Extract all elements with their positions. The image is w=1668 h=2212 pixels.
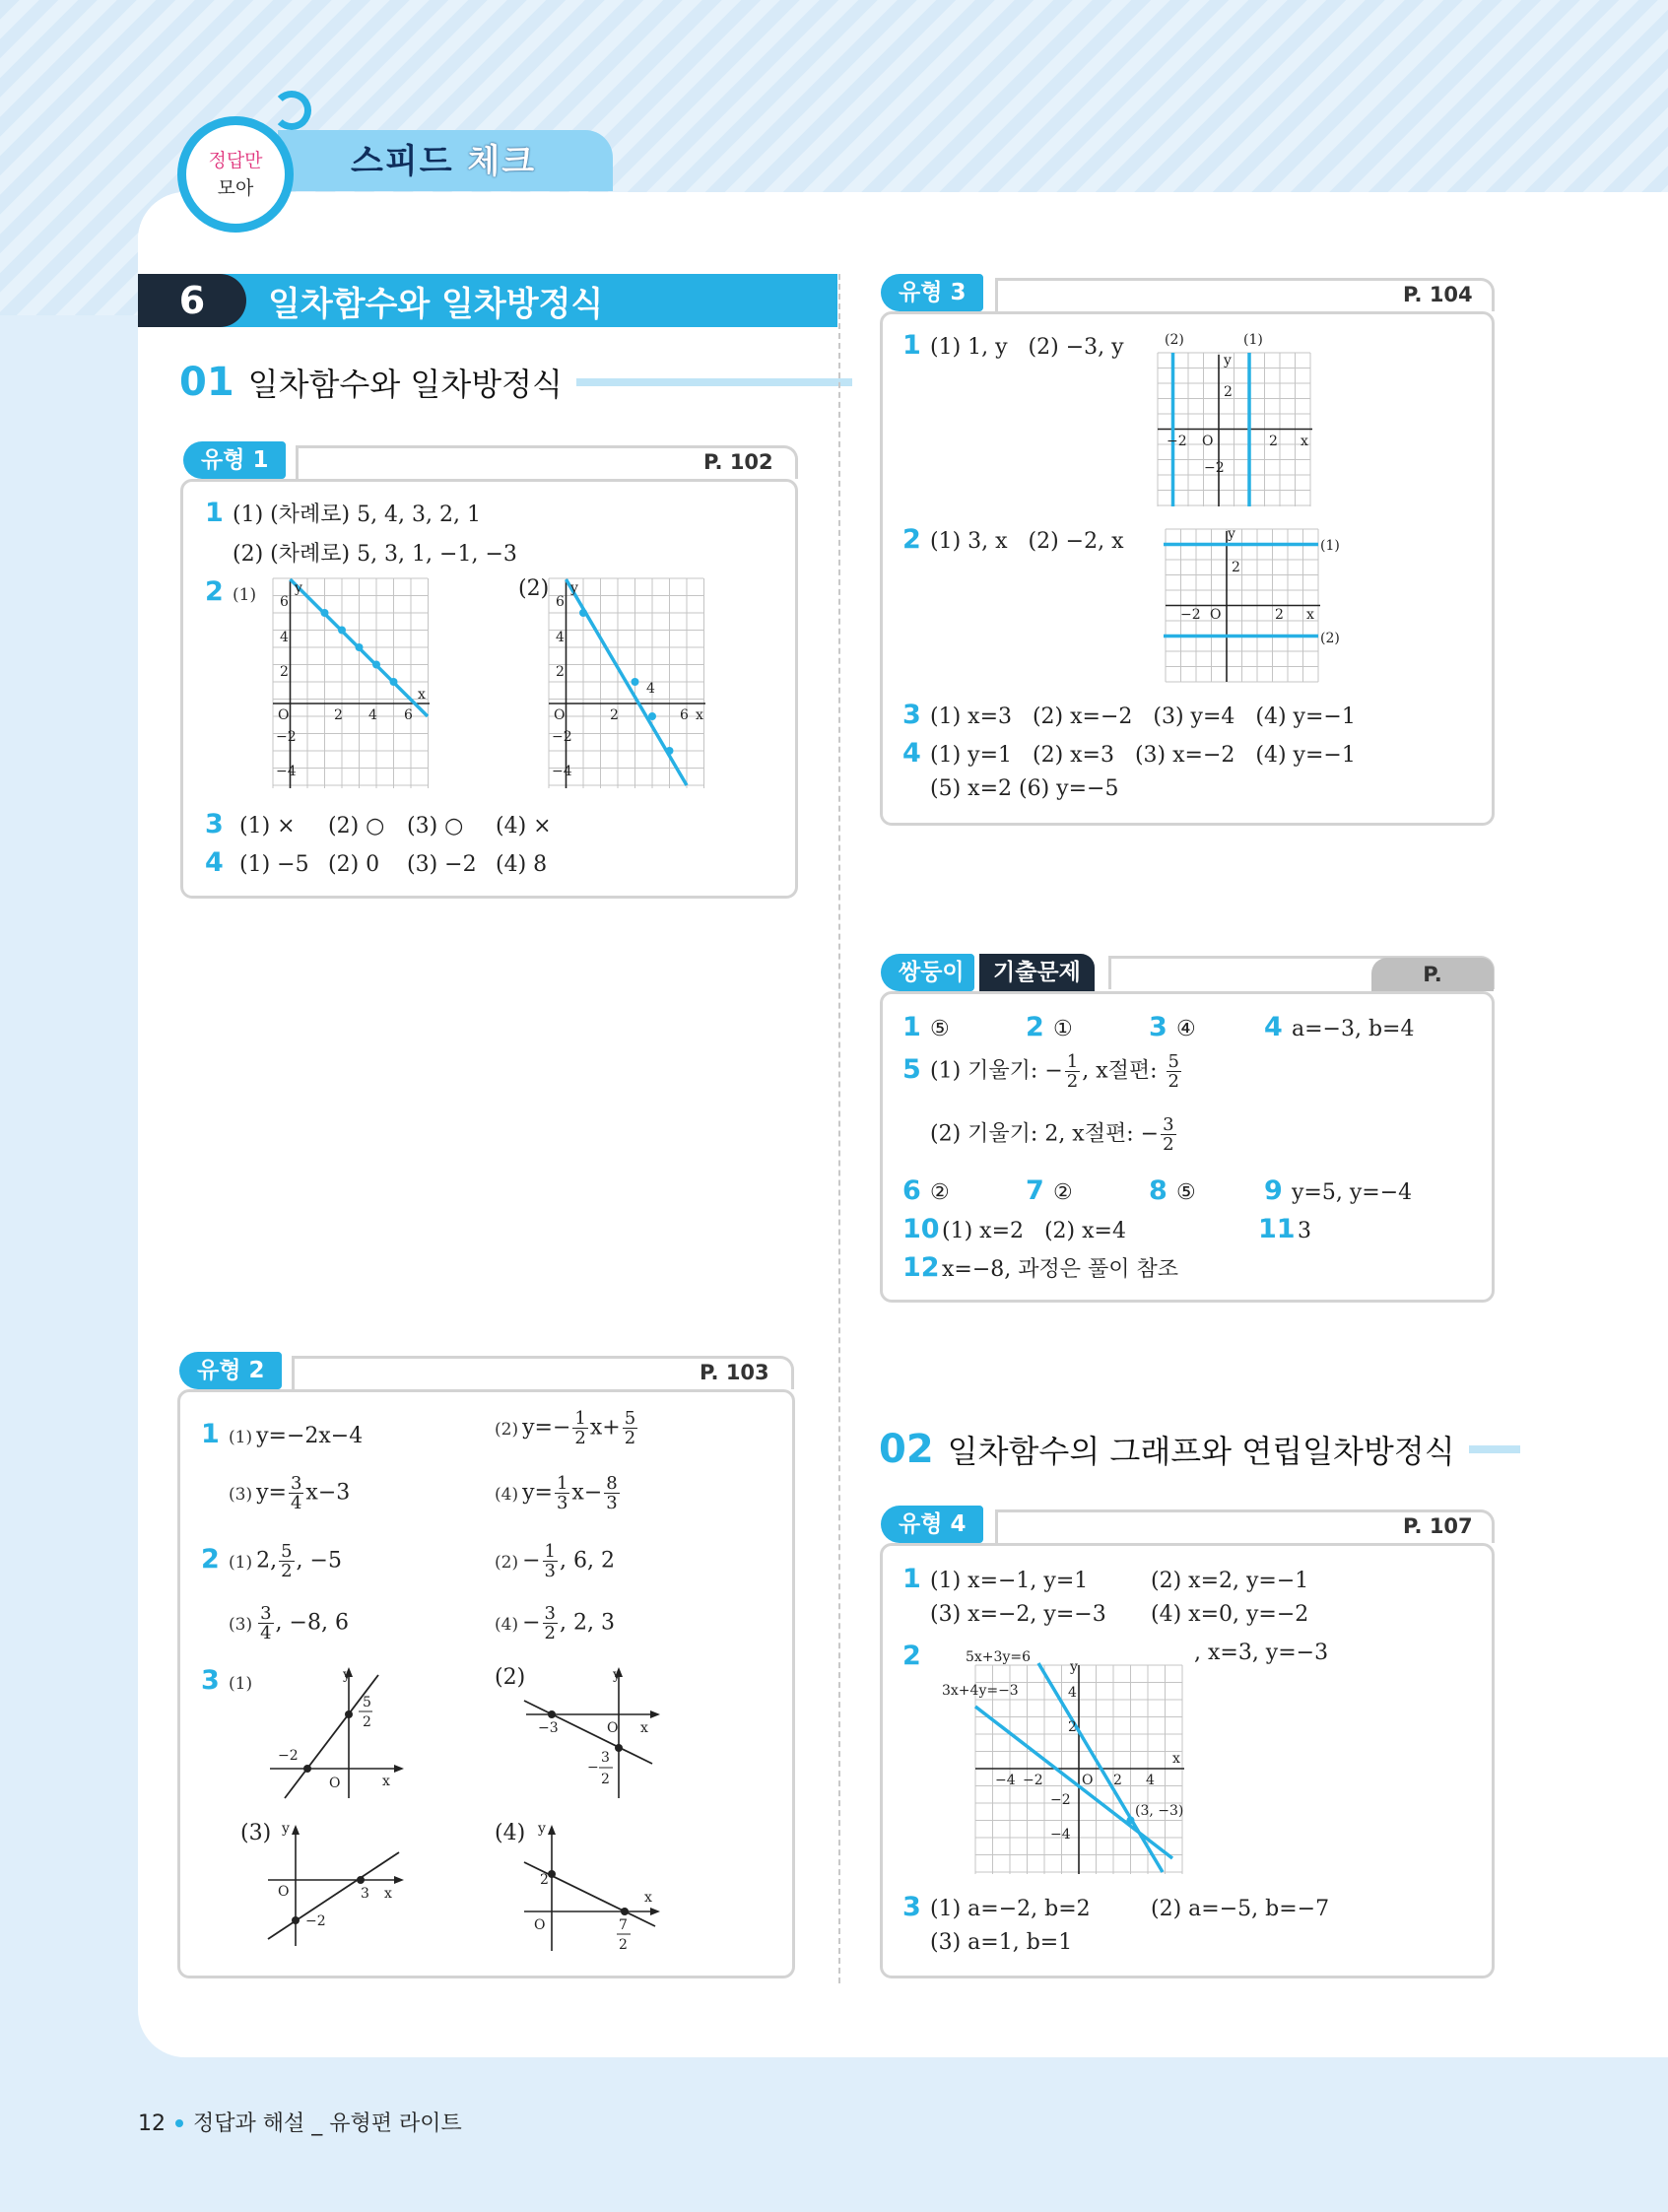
type4-q3-line2: (3) a=1, b=1 bbox=[930, 1930, 1073, 1955]
type4-q2: 2 bbox=[902, 1641, 921, 1671]
type3-page-ref: P. 104 bbox=[1403, 283, 1473, 306]
frac: $\frac{3}{4}$ bbox=[260, 1603, 272, 1643]
page-footer bbox=[138, 2107, 462, 2137]
page-number: 12 bbox=[138, 2111, 166, 2136]
svg-text:2: 2 bbox=[1224, 384, 1233, 400]
type4-q1-line1: 1 (1) x=−1, y=1 (2) x=2, y=−1 bbox=[902, 1564, 1309, 1594]
svg-text:−2: −2 bbox=[278, 1748, 299, 1764]
svg-text:−2: −2 bbox=[276, 729, 297, 745]
svg-text:2: 2 bbox=[1232, 560, 1240, 575]
t2q2-2: − bbox=[522, 1548, 541, 1574]
svg-text:y: y bbox=[343, 1667, 351, 1683]
section-rule bbox=[1469, 1445, 1520, 1453]
svg-text:x: x bbox=[1301, 434, 1308, 449]
svg-text:x: x bbox=[696, 707, 703, 723]
t2q1-4b: x− bbox=[571, 1480, 603, 1506]
svg-text:−2: −2 bbox=[1023, 1773, 1043, 1788]
t4q1b: (2) x=2, y=−1 bbox=[1151, 1569, 1309, 1593]
footer-dot-icon bbox=[175, 2119, 183, 2127]
frac: $\frac{8}{3}$ bbox=[606, 1473, 618, 1513]
t4q1a: (1) x=−1, y=1 bbox=[930, 1569, 1089, 1593]
svg-text:−2: −2 bbox=[1050, 1792, 1071, 1808]
twins-q5-2 bbox=[930, 1115, 1178, 1154]
svg-text:−4: −4 bbox=[276, 764, 297, 779]
svg-text:y: y bbox=[1224, 353, 1232, 369]
svg-text:y: y bbox=[282, 1823, 290, 1837]
twins-row6: 6 ② 7 ② 8 ⑤ 9 y=5, y=−4 bbox=[902, 1175, 1413, 1206]
frac: $\frac{5}{2}$ bbox=[624, 1408, 636, 1448]
answers-logo bbox=[177, 116, 294, 233]
grid bbox=[273, 578, 429, 788]
t3q2: (1) 3, x (2) −2, x bbox=[930, 529, 1124, 554]
svg-text:O: O bbox=[278, 1884, 290, 1900]
type2-q1-4: (4) y= $\frac{1}{3}$ x− $\frac{8}{3}$ bbox=[495, 1473, 618, 1513]
t2q3-label4: (4) bbox=[495, 1821, 526, 1845]
type4-tag: 유형 4 bbox=[881, 1506, 983, 1543]
frac: $\frac{5}{2}$ bbox=[281, 1541, 293, 1581]
twins-row1: 1 ⑤ 2 ① 3 ④ 4 a=−3, b=4 bbox=[902, 1012, 1415, 1042]
type1-q2-label2: (2) bbox=[518, 576, 550, 601]
section-02-heading bbox=[879, 1427, 1520, 1472]
svg-text:y: y bbox=[613, 1667, 621, 1683]
type1-q2: 2 (1) bbox=[205, 576, 257, 607]
chapter-title: 일차함수와 일차방정식 bbox=[268, 285, 604, 324]
tw-q2: ① bbox=[1053, 1017, 1073, 1041]
speed-check-title bbox=[351, 134, 536, 182]
svg-text:O: O bbox=[329, 1776, 341, 1791]
svg-text:−2: −2 bbox=[552, 729, 572, 745]
svg-text:5: 5 bbox=[363, 1695, 371, 1710]
t2q3-label2: (2) bbox=[495, 1665, 526, 1690]
tw-q10: (1) x=2 (2) x=4 bbox=[942, 1219, 1126, 1243]
twins-q5-1: 5 (1) 기울기: − $\frac{1}{2}$ , x절편: $\frac{5}{2}$ bbox=[902, 1051, 1179, 1092]
type3-q1-graph bbox=[1153, 329, 1320, 508]
svg-text:3: 3 bbox=[361, 1886, 369, 1902]
type2-q2-2: (2) − $\frac{1}{3}$ , 6, 2 bbox=[495, 1541, 615, 1581]
t3q3: (1) x=3 (2) x=−2 (3) y=4 (4) y=−1 bbox=[930, 704, 1356, 729]
eq2-label: 3x+4y=−3 bbox=[942, 1683, 1019, 1699]
svg-text:x: x bbox=[644, 1890, 652, 1906]
frac: $\frac{3}{4}$ bbox=[290, 1473, 302, 1513]
type4-q2-answer: , x=3, y=−3 bbox=[1194, 1641, 1329, 1665]
svg-text:x: x bbox=[1172, 1751, 1180, 1767]
title-part-a: 스피드 bbox=[351, 142, 454, 181]
svg-text:2: 2 bbox=[363, 1714, 371, 1730]
t2q3-label1: (1) bbox=[229, 1674, 253, 1694]
svg-text:O: O bbox=[554, 707, 566, 723]
chapter-number: 6 bbox=[138, 274, 246, 327]
t2q2-4: − bbox=[522, 1610, 541, 1636]
t2q1-3b: x−3 bbox=[305, 1480, 351, 1506]
tw-q5-2: (2) 기울기: 2, x절편: − bbox=[930, 1121, 1160, 1147]
svg-text:−4: −4 bbox=[552, 764, 572, 779]
frac: $\frac{5}{2}$ bbox=[1168, 1051, 1179, 1092]
t4q3b: (2) a=−5, b=−7 bbox=[1151, 1897, 1330, 1921]
t4q1d: (4) x=0, y=−2 bbox=[1151, 1602, 1309, 1627]
type2-page-ref: P. 103 bbox=[700, 1361, 769, 1384]
type1-q4-1: (1) −5 bbox=[239, 852, 309, 877]
logo-line2: 모아 bbox=[217, 177, 254, 199]
svg-text:O: O bbox=[1210, 607, 1222, 623]
t3q4a: (1) y=1 (2) x=3 (3) x=−2 (4) y=−1 bbox=[930, 743, 1356, 768]
section-title: 일차함수와 일차방정식 bbox=[247, 366, 563, 403]
tw-q5-1b: , x절편: bbox=[1082, 1058, 1165, 1084]
svg-text:6: 6 bbox=[556, 594, 565, 610]
t2q1-3a: y= bbox=[256, 1480, 287, 1506]
svg-text:(2): (2) bbox=[1165, 332, 1184, 348]
type1-q3-4: (4) × bbox=[496, 814, 552, 838]
t2q1-4a: y= bbox=[522, 1480, 553, 1506]
t2q2-4b: , 2, 3 bbox=[559, 1610, 615, 1636]
type4-q3-line1: 3 (1) a=−2, b=2 (2) a=−5, b=−7 bbox=[902, 1892, 1330, 1922]
type1-q1a: (1) (차례로) 5, 4, 3, 2, 1 bbox=[233, 503, 482, 527]
logo-line1: 정답만 bbox=[208, 150, 263, 171]
type1-q2-graph2 bbox=[546, 576, 713, 793]
svg-text:4: 4 bbox=[646, 681, 655, 697]
frac: $\frac{1}{3}$ bbox=[544, 1541, 556, 1581]
svg-text:2: 2 bbox=[334, 707, 343, 723]
footer-text: 정답과 해설 _ 유형편 라이트 bbox=[193, 2111, 462, 2136]
frac: $\frac{1}{3}$ bbox=[556, 1473, 568, 1513]
svg-text:2: 2 bbox=[280, 664, 289, 680]
svg-text:4: 4 bbox=[368, 707, 377, 723]
frac: $\frac{1}{2}$ bbox=[1066, 1051, 1079, 1092]
type3-q4-line2: (5) x=2 (6) y=−5 bbox=[930, 776, 1119, 801]
t2q2-2b: , 6, 2 bbox=[559, 1548, 615, 1574]
type1-q3-1: (1) × bbox=[239, 814, 296, 838]
tw-q3: ④ bbox=[1176, 1017, 1196, 1041]
svg-text:y: y bbox=[570, 580, 578, 596]
svg-text:O: O bbox=[278, 707, 290, 723]
type2-q1-1: 1 (1) y=−2x−4 bbox=[201, 1419, 364, 1449]
svg-text:x: x bbox=[1306, 607, 1314, 623]
svg-text:4: 4 bbox=[1146, 1773, 1155, 1788]
type2-tag: 유형 2 bbox=[179, 1352, 282, 1389]
svg-text:2: 2 bbox=[556, 664, 565, 680]
svg-text:O: O bbox=[1082, 1773, 1094, 1788]
section-01-heading bbox=[179, 360, 852, 405]
type2-q1-3: (3) y= $\frac{3}{4}$ x−3 bbox=[229, 1473, 351, 1513]
svg-text:y: y bbox=[295, 580, 302, 596]
twins-row12: 12 x=−8, 과정은 풀이 참조 bbox=[902, 1252, 1179, 1283]
tw-q9: y=5, y=−4 bbox=[1292, 1180, 1413, 1205]
svg-text:6: 6 bbox=[680, 707, 689, 723]
svg-text:2: 2 bbox=[1269, 434, 1278, 449]
tw-q1: ⑤ bbox=[930, 1017, 950, 1041]
t3q1: (1) 1, y (2) −3, y bbox=[930, 335, 1124, 360]
svg-text:2: 2 bbox=[601, 1772, 610, 1787]
svg-text:4: 4 bbox=[1068, 1685, 1077, 1701]
svg-text:6: 6 bbox=[404, 707, 413, 723]
type2-q3: 3 (1) bbox=[201, 1665, 253, 1696]
svg-text:−4: −4 bbox=[1050, 1827, 1071, 1843]
section-title: 일차함수의 그래프와 연립일차방정식 bbox=[947, 1433, 1455, 1470]
svg-text:(2): (2) bbox=[1320, 631, 1340, 646]
t2q2-1: 2, bbox=[256, 1548, 278, 1574]
tw-q11: 3 bbox=[1298, 1219, 1311, 1243]
section-number: 02 bbox=[879, 1427, 934, 1472]
svg-text:−2: −2 bbox=[1180, 607, 1201, 623]
svg-text:4: 4 bbox=[556, 630, 565, 645]
twins-page-ref: P. bbox=[1371, 958, 1494, 991]
twins-tag bbox=[881, 954, 974, 991]
svg-text:2: 2 bbox=[1068, 1719, 1077, 1735]
section-number: 01 bbox=[179, 360, 234, 405]
type1-q3-3: (3) ○ bbox=[407, 814, 464, 838]
tw-q6: ② bbox=[930, 1180, 950, 1205]
type3-q1: 1 (1) 1, y (2) −3, y bbox=[902, 330, 1124, 361]
t2q3-label3: (3) bbox=[240, 1821, 272, 1845]
type1-q3-2: (2) ○ bbox=[328, 814, 385, 838]
twins-row10: 10 (1) x=2 (2) x=4 11 3 bbox=[902, 1214, 1311, 1244]
svg-text:y: y bbox=[538, 1823, 546, 1837]
tw-q8: ⑤ bbox=[1176, 1180, 1196, 1205]
svg-text:4: 4 bbox=[280, 630, 289, 645]
type1-q2-label1: (1) bbox=[233, 585, 257, 605]
type3-q2: 2 (1) 3, x (2) −2, x bbox=[902, 524, 1124, 555]
tw-q12: x=−8, 과정은 풀이 참조 bbox=[942, 1257, 1179, 1282]
svg-text:O: O bbox=[607, 1720, 619, 1736]
type1-q4-4: (4) 8 bbox=[496, 852, 548, 877]
type4-q2-graph bbox=[936, 1643, 1212, 1880]
type2-q3-graph2 bbox=[522, 1665, 660, 1803]
t2q1-1: y=−2x−4 bbox=[256, 1424, 364, 1448]
t4q3a: (1) a=−2, b=2 bbox=[930, 1897, 1091, 1921]
svg-text:2: 2 bbox=[1113, 1773, 1122, 1788]
column-divider bbox=[838, 274, 840, 1983]
type3-q4: 4 (1) y=1 (2) x=3 (3) x=−2 (4) y=−1 bbox=[902, 738, 1356, 769]
type3-q2-graph bbox=[1161, 524, 1348, 687]
tw-q7: ② bbox=[1053, 1180, 1073, 1205]
svg-text:O: O bbox=[534, 1917, 546, 1933]
type1-q1-line2: (2) (차례로) 5, 3, 1, −1, −3 bbox=[233, 542, 517, 567]
svg-text:O: O bbox=[1202, 434, 1214, 449]
type2-q3-graph1 bbox=[268, 1665, 406, 1803]
svg-text:x: x bbox=[384, 1886, 392, 1902]
frac: $\frac{1}{2}$ bbox=[574, 1408, 586, 1448]
type1-page-ref: P. 102 bbox=[703, 450, 773, 474]
type4-page-ref: P. 107 bbox=[1403, 1514, 1473, 1538]
type1-q4-2: (2) 0 bbox=[328, 852, 380, 877]
type2-q2-3: (3) $\frac{3}{4}$ , −8, 6 bbox=[229, 1603, 349, 1643]
svg-text:y: y bbox=[1228, 526, 1235, 542]
intersection-label: (3, −3) bbox=[1135, 1803, 1184, 1819]
frac: $\frac{3}{2}$ bbox=[1163, 1114, 1174, 1155]
type4-q1-line2 bbox=[930, 1602, 1308, 1627]
type3-q3: 3 (1) x=3 (2) x=−2 (3) y=4 (4) y=−1 bbox=[902, 700, 1356, 730]
svg-text:2: 2 bbox=[619, 1937, 628, 1953]
svg-text:x: x bbox=[382, 1774, 390, 1789]
type2-q2-1: 2 (1) 2, $\frac{5}{2}$ , −5 bbox=[201, 1541, 342, 1581]
t2q1-2a: y=− bbox=[522, 1415, 571, 1441]
type1-q2-graph1 bbox=[270, 576, 437, 793]
section-rule bbox=[576, 378, 852, 386]
t2q2-3b: , −8, 6 bbox=[275, 1610, 349, 1636]
svg-text:x: x bbox=[640, 1720, 648, 1736]
swirl-icon bbox=[272, 91, 311, 130]
svg-text:−2: −2 bbox=[1204, 460, 1225, 476]
type3-tag: 유형 3 bbox=[881, 274, 983, 311]
type2-q3-graph3 bbox=[266, 1823, 404, 1951]
svg-text:(1): (1) bbox=[1243, 332, 1263, 348]
svg-text:2: 2 bbox=[1275, 607, 1284, 623]
svg-text:(1): (1) bbox=[1320, 538, 1340, 554]
svg-text:−2: −2 bbox=[305, 1913, 326, 1929]
svg-text:x: x bbox=[418, 687, 426, 703]
svg-text:7: 7 bbox=[619, 1917, 628, 1933]
svg-text:−: − bbox=[587, 1760, 599, 1776]
type1-q1-line1: 1 (1) (차례로) 5, 4, 3, 2, 1 bbox=[205, 498, 482, 528]
svg-text:2: 2 bbox=[540, 1872, 549, 1888]
frac: $\frac{3}{2}$ bbox=[544, 1603, 556, 1643]
type2-q3-graph4 bbox=[522, 1823, 660, 1956]
twins-tag-b: 기출문제 bbox=[979, 954, 1095, 991]
svg-text:−4: −4 bbox=[995, 1773, 1016, 1788]
type1-q3: 3 (1) × (2) ○ (3) ○ (4) × bbox=[205, 809, 552, 839]
eq1-label: 5x+3y=6 bbox=[966, 1649, 1031, 1665]
svg-text:y: y bbox=[1070, 1659, 1078, 1675]
tw-q5-1: (1) 기울기: − bbox=[930, 1058, 1063, 1084]
svg-text:−2: −2 bbox=[1167, 434, 1187, 449]
t4q1c: (3) x=−2, y=−3 bbox=[930, 1602, 1106, 1627]
svg-text:−3: −3 bbox=[538, 1720, 559, 1736]
t2q1-2b: x+ bbox=[589, 1415, 621, 1441]
svg-text:3: 3 bbox=[601, 1750, 610, 1766]
svg-text:6: 6 bbox=[280, 594, 289, 610]
type1-q4: 4 (1) −5 (2) 0 (3) −2 (4) 8 bbox=[205, 847, 548, 878]
tw-q4: a=−3, b=4 bbox=[1292, 1017, 1415, 1041]
type1-q4-3: (3) −2 bbox=[407, 852, 477, 877]
type2-q1-2: (2) y=− $\frac{1}{2}$ x+ $\frac{5}{2}$ bbox=[495, 1408, 636, 1448]
type2-q2-4: (4) − $\frac{3}{2}$ , 2, 3 bbox=[495, 1603, 615, 1643]
twins-tag-a: 쌍둥이 bbox=[899, 960, 965, 985]
svg-text:2: 2 bbox=[610, 707, 619, 723]
type1-tag: 유형 1 bbox=[183, 441, 286, 479]
title-part-b: 체크 bbox=[467, 142, 537, 181]
t2q2-1b: , −5 bbox=[296, 1548, 342, 1574]
